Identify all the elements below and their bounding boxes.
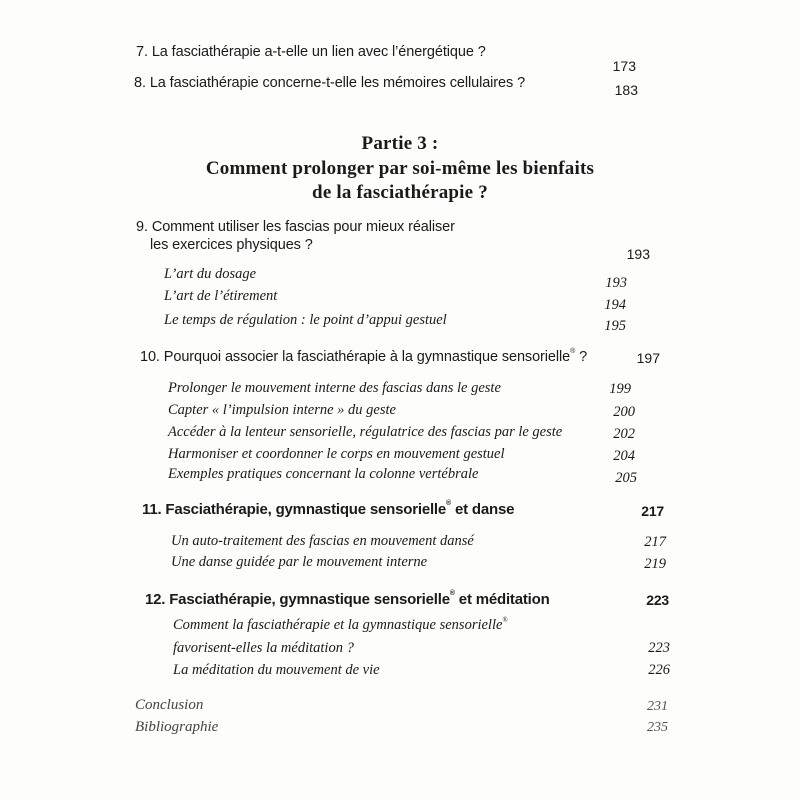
page-number-chapter-9: 193 (626, 246, 650, 262)
toc-section: Exemples pratiques concernant la colonne vertébrale (168, 466, 479, 482)
section-page-number: 217 (644, 534, 666, 550)
section-page-number: 205 (615, 470, 637, 486)
page-number-conclusion: 231 (647, 699, 668, 714)
page-number-bibliographie: 235 (647, 720, 668, 735)
part-heading: Partie 3 : (361, 133, 439, 154)
section-page-number: 219 (644, 556, 666, 572)
section-page-number: 202 (613, 426, 635, 442)
toc-entry-chapter-9-line-2: les exercices physiques ? (150, 237, 313, 253)
toc-section: Prolonger le mouvement interne des fascias dans le geste (168, 380, 501, 396)
toc-section: Accéder à la lenteur sensorielle, régulatrice des fascias par le geste (168, 424, 563, 440)
toc-entry-chapter-8: 8. La fasciathérapie concerne-t-elle les mémoires cellulaires ? (134, 75, 526, 91)
toc-entry-chapter-11: 11. Fasciathérapie, gymnastique sensorielle® et danse (142, 500, 515, 518)
section-page-number: 204 (613, 448, 635, 464)
page-number-chapter-11: 217 (641, 503, 664, 519)
toc-entry-chapter-12: 12. Fasciathérapie, gymnastique sensorielle® et méditation (145, 590, 550, 608)
registered-mark: ® (570, 348, 576, 355)
toc-section: Le temps de régulation : le point d’appui gestuel (164, 312, 447, 328)
section-page-number: 193 (605, 275, 627, 291)
toc-section-line-2: favorisent-elles la méditation ? (173, 640, 354, 656)
section-page-number: 195 (604, 318, 626, 334)
toc-section-line-1: Comment la fasciathérapie et la gymnastique sensorielle® (173, 616, 508, 633)
toc-entry-chapter-9-line-1: 9. Comment utiliser les fascias pour mieux réaliser (136, 219, 455, 235)
section-page-number: 223 (648, 640, 670, 656)
registered-mark: ® (449, 590, 455, 597)
toc-section: Un auto-traitement des fascias en mouvement dansé (171, 533, 474, 549)
toc-entry-chapter-10: 10. Pourquoi associer la fasciathérapie à la gymnastique sensorielle® ? (140, 348, 588, 365)
toc-section: L’art du dosage (164, 266, 257, 282)
toc-section: Une danse guidée par le mouvement interne (171, 554, 428, 570)
toc-section: Harmoniser et coordonner le corps en mouvement gestuel (168, 446, 505, 462)
section-page-number: 194 (604, 297, 626, 313)
toc-section: L’art de l’étirement (164, 288, 278, 304)
section-page-number: 226 (648, 662, 670, 678)
toc-entry-bibliographie: Bibliographie (135, 719, 219, 735)
registered-mark: ® (446, 500, 452, 507)
part-title-line-1: Comment prolonger par soi-même les bienfaits (205, 158, 595, 179)
registered-mark: ® (502, 616, 508, 624)
page-number-chapter-12: 223 (646, 592, 669, 608)
page-number-chapter-10: 197 (636, 350, 660, 366)
toc-section: La méditation du mouvement de vie (173, 662, 380, 678)
section-page-number: 199 (609, 381, 631, 397)
toc-entry-conclusion: Conclusion (135, 697, 204, 713)
toc-entry-chapter-7: 7. La fasciathérapie a-t-elle un lien avec l’énergétique ? (136, 44, 486, 60)
part-title-line-2: de la fasciathérapie ? (312, 182, 488, 203)
toc-section: Capter « l’impulsion interne » du geste (168, 402, 396, 418)
page-number-chapter-7: 173 (612, 58, 636, 74)
page-number-chapter-8: 183 (614, 82, 638, 98)
section-page-number: 200 (613, 404, 635, 420)
